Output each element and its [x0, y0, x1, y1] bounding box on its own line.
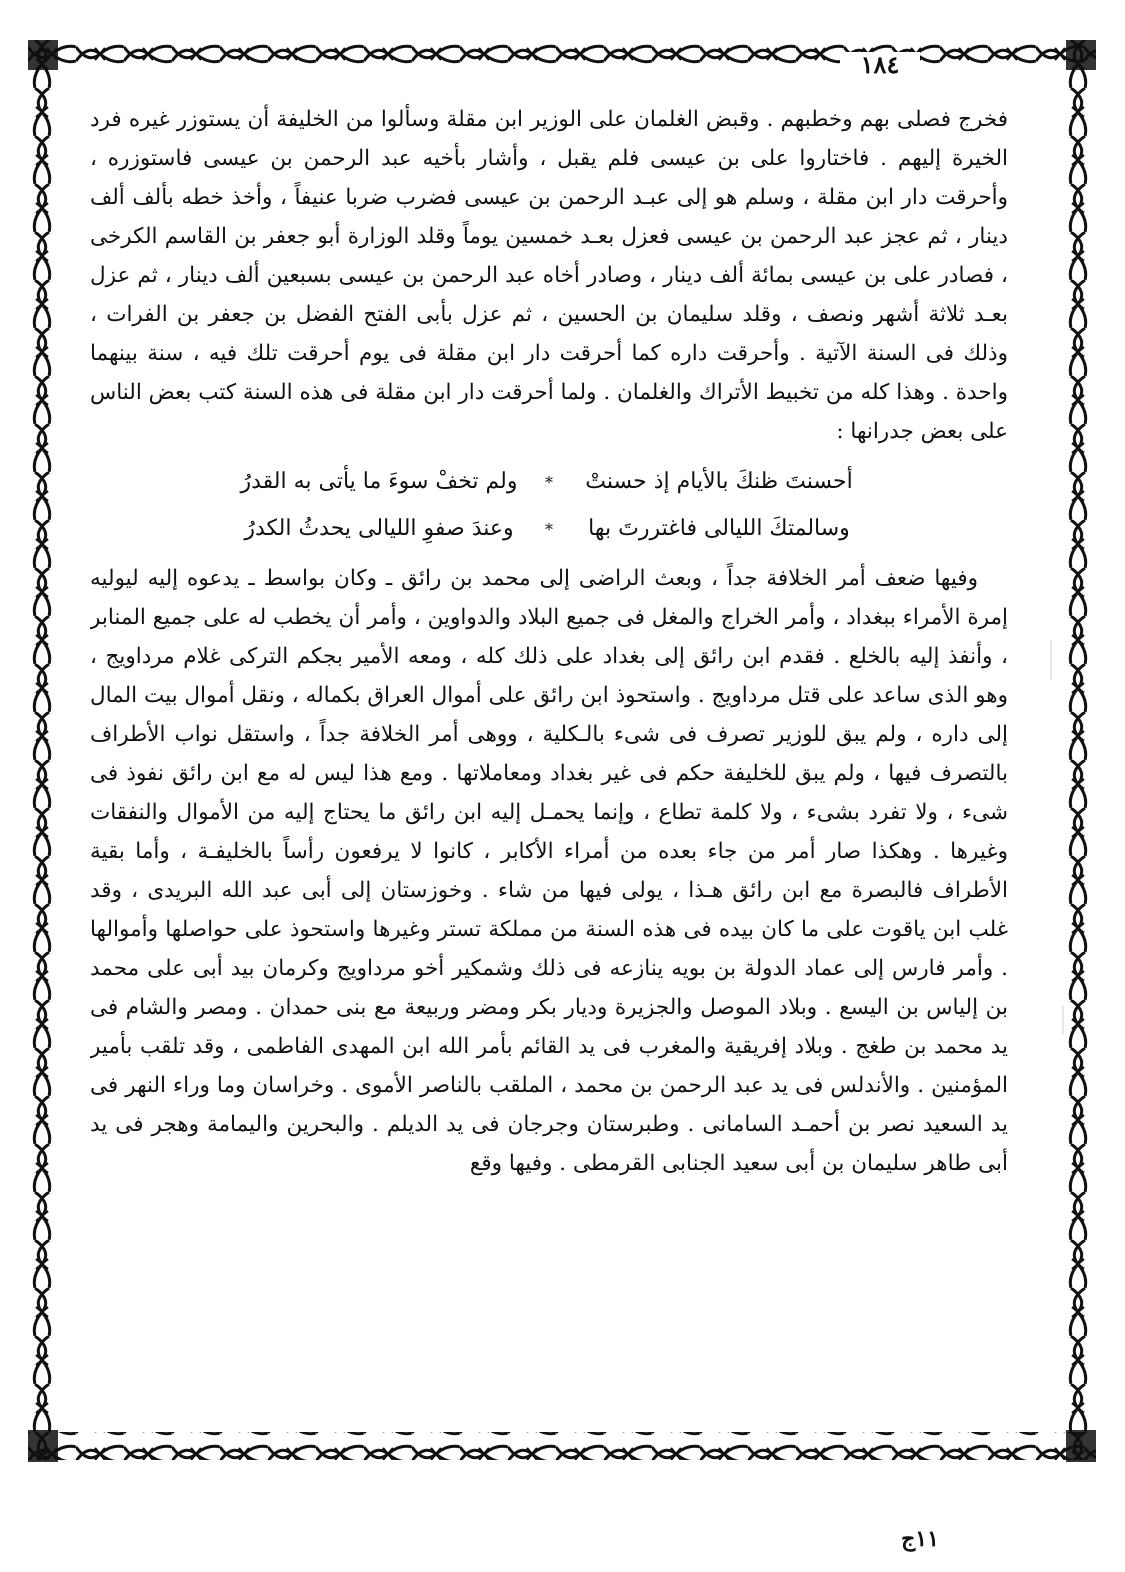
- verse-separator: *: [545, 520, 553, 539]
- verse-second-hemistich: ولم تخفْ سوءَ ما يأتى به القدرُ: [240, 469, 518, 494]
- scan-mark: [1050, 640, 1052, 680]
- paragraph-text: فخرج فصلى بهم وخطبهم . وقبض الغلمان على الوزير ابن مقلة وسألوا من الخليفة أن يستوزر غيره فرد الخيرة إليهم . فاختاروا على بن عيسى فلم يقبل ، وأشار بأخيه عبد الرحمن بن عيسى فاستوزره ، وأحرقت دار ابن مقلة ، وسلم هو إلى عبـد الرحمن بن عيسى فضرب ضربا عنيفاً ، وأخذ خطه بألف ألف دينار ، ثم عجز عبد الرحمن بن عيسى فعزل بعـد خمسين يوماً وقلد الوزارة أبو جعفر بن القاسم الكرخى ، فصادر على بن عيسى بمائة ألف دينار ، وصادر أخاه عبد الرحمن بن عيسى بسبعين ألف دينار ، ثم عزل بعـد ثلاثة أشهر ونصف ، وقلد سليمان بن الحسين ، ثم عزل بأبى الفتح الفضل بن جعفر بن الفرات ، وذلك فى السنة الآتية . وأحرقت داره كما أحرقت دار ابن مقلة فى يوم أحرقت تلك فيه ، سنة بينهما واحدة . وهذا كله من تخبيط الأتراك والغلمان . ولما أحرقت دار ابن مقلة فى هذه السنة كتب بعض الناس على بعض جدرانها :: [90, 107, 1008, 444]
- verse-first-hemistich: أحسنتَ ظنكَ بالأيام إذ حسنتْ: [585, 469, 853, 494]
- verse-second-hemistich: وعندَ صفوِ الليالى يحدثُ الكدرُ: [244, 516, 514, 541]
- verse-first-hemistich: وسالمتكَ الليالى فاغتررتَ بها: [588, 516, 850, 541]
- verse-separator: *: [545, 473, 553, 492]
- poem-verse: [90, 459, 1008, 506]
- folio-mark: ١١ج: [901, 1526, 939, 1552]
- poem: [90, 459, 1008, 553]
- scan-mark: [1062, 1005, 1064, 1035]
- paragraph-text: وفيها ضعف أمر الخلافة جداً ، وبعث الراضى إلى محمد بن رائق ـ وكان بواسط ـ يدعوه إليه ليوليه إمرة الأمراء ببغداد ، وأمر الخراج والمغل فى جميع البلاد والدواوين ، وأمر أن يخطب له على جميع المنابر ، وأنفذ إليه بالخلع . فقدم ابن رائق إلى بغداد على ذلك كله ، ومعه الأمير بجكم التركى غلام مرداويج ، وهو الذى ساعد على قتل مرداويج . واستحوذ ابن رائق على أموال العراق بكماله ، ونقل أموال بيت المال إلى داره ، ولم يبق للوزير تصرف فى شىء بالـكلية ، ووهى أمر الخلافة جداً ، واستقل نواب الأطراف بالتصرف فيها ، ولم يبق للخليفة حكم فى غير بغداد ومعاملاتها . ومع هذا ليس له مع ابن رائق نفوذ فى شىء ، ولا تفرد بشىء ، ولا كلمة تطاع ، وإنما يحمـل إليه ابن رائق ما يحتاج إليه من الأموال والنفقات وغيرها . وهكذا صار أمر من جاء بعده من أمراء الأكابر ، كانوا لا يرفعون رأساً بالخليفـة ، وأما بقية الأطراف فالبصرة مع ابن رائق هـذا ، يولى فيها من شاء . وخوزستان إلى أبى عبد الله البريدى ، وقد غلب ابن ياقوت على ما كان بيده فى هذه السنة من مملكة تستر وغيرها واستحوذ على حواصلها وأموالها . وأمر فارس إلى عماد الدولة بن بويه ينازعه فى ذلك وشمكير أخو مرداويج وكرمان بيد أبى على محمد بن إلياس بن اليسع . وبلاد الموصل والجزيرة وديار بكر ومضر وربيعة مع بنى حمدان . ومصر والشام فى يد محمد بن طغج . وبلاد إفريقية والمغرب فى يد القائم بأمر الله ابن المهدى الفاطمى ، وقد تلقب بأمير المؤمنين . والأندلس فى يد عبد الرحمن بن محمد ، الملقب بالناصر الأموى . وخراسان وما وراء النهر فى يد السعيد نصر بن أحمـد السامانى . وطبرستان وجرجان فى يد الديلم . والبحرين واليمامة وهجر فى يد أبى طاهر سليمان بن أبى سعيد الجنابى القرمطى . وفيها وقع: [90, 566, 1008, 1176]
- page-number: ١٨٤: [840, 52, 920, 78]
- poem-verse: [90, 506, 1008, 553]
- page-body: [90, 100, 1008, 1440]
